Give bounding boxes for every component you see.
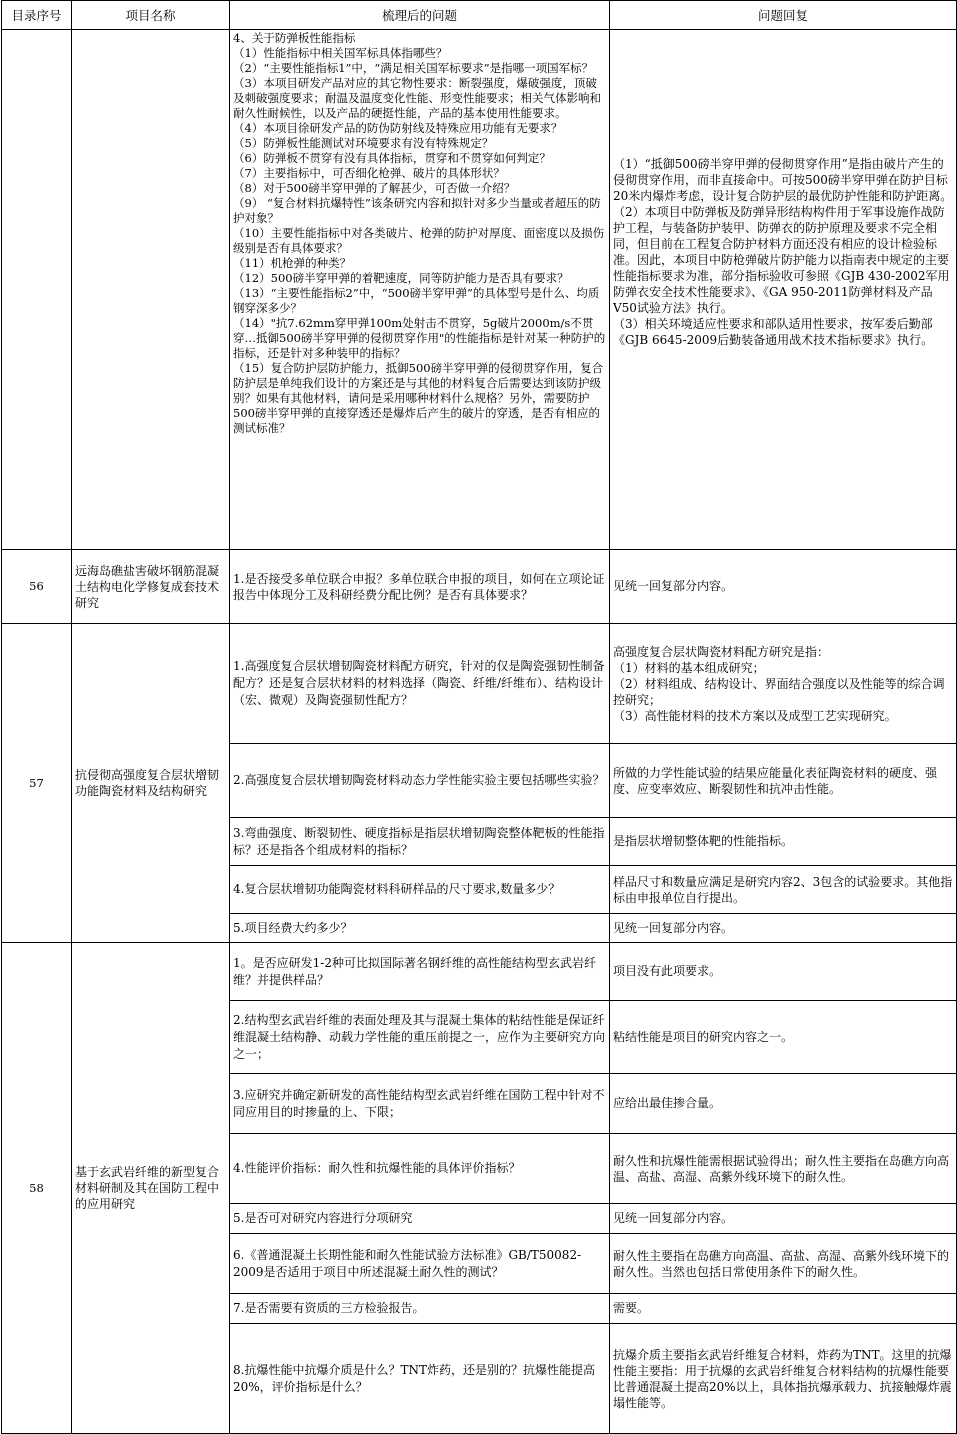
continuation-answer-list bbox=[613, 156, 953, 348]
question-line: （14）"抗7.62mm穿甲弹100m处射击不贯穿，5g破片2000m/s不贯穿…抵御500磅半穿甲弹的侵彻贯穿作用"的性能指标是针对某一种防护的指标，还是针对多种装甲的指标？ bbox=[233, 316, 606, 360]
question-line: （13）“主要性能指标2”中，“500磅半穿甲弹”的具体型号是什么、均质钢穿深多少？ bbox=[233, 286, 600, 315]
question-line: （1）性能指标中相关国军标具体指哪些？ bbox=[233, 46, 448, 60]
answer-cell: 见统一回复部分内容。 bbox=[610, 1204, 957, 1234]
answer-cell: 应给出最佳掺合量。 bbox=[610, 1074, 957, 1134]
question-line: （7）主要指标中，可否细化枪弹、破片的具体形状？ bbox=[233, 166, 505, 180]
answer-cell: 见统一回复部分内容。 bbox=[610, 914, 957, 943]
project-name: 抗侵彻高强度复合层状增韧功能陶瓷材料及结构研究 bbox=[72, 624, 230, 943]
header-question: 梳理后的问题 bbox=[230, 1, 610, 30]
question-line: 4、关于防弹板性能指标 bbox=[233, 31, 356, 45]
answer-line: （1）材料的基本组成研究； bbox=[613, 660, 765, 675]
question-line: （9） “复合材料抗爆特性”该条研究内容和拟针对多少当量或者超压的防护对象？ bbox=[233, 196, 601, 225]
header-row bbox=[2, 1, 957, 30]
continuation-name bbox=[72, 30, 230, 550]
continuation-num bbox=[2, 30, 72, 550]
continuation-answers bbox=[610, 30, 957, 550]
table-row-57 bbox=[2, 624, 957, 744]
answer-line: （2）材料组成、结构设计、界面结合强度以及性能等的综合调控研究； bbox=[613, 676, 945, 707]
question-cell: 1.高强度复合层状增韧陶瓷材料配方研究，针对的仅是陶瓷强韧性制备配方？还是复合层状材料的材料选择（陶瓷、纤维/纤维布）、结构设计（宏、微观）及陶瓷强韧性配方？ bbox=[230, 624, 610, 744]
question-cell: 1。是否应研发1-2种可比拟国际著名钢纤维的高性能结构型玄武岩纤维？并提供样品？ bbox=[230, 943, 610, 1001]
continuation-questions bbox=[230, 30, 610, 550]
table-row-56 bbox=[2, 550, 957, 624]
question-cell: 5.项目经费大约多少？ bbox=[230, 914, 610, 943]
question-cell: 4.复合层状增韧功能陶瓷材料科研样品的尺寸要求,数量多少？ bbox=[230, 866, 610, 914]
table-row-58 bbox=[2, 943, 957, 1001]
question-cell: 6.《普通混凝土长期性能和耐久性能试验方法标准》GB/T50082-2009是否适用于项目中所述混凝土耐久性的测试？ bbox=[230, 1234, 610, 1294]
question-line: （10）主要性能指标中对各类破片、枪弹的防护对厚度、面密度以及损伤级别是否有具体要求？ bbox=[233, 226, 605, 255]
project-name: 远海岛礁盐害破坏钢筋混凝土结构电化学修复成套技术研究 bbox=[72, 550, 230, 624]
continuation-question-list bbox=[233, 31, 606, 436]
qa-table bbox=[1, 0, 957, 1434]
project-name: 基于玄武岩纤维的新型复合材料研制及其在国防工程中的应用研究 bbox=[72, 943, 230, 1434]
question-line: （4）本项目徐研发产品的防伪防射线及特殊应用功能有无要求？ bbox=[233, 121, 563, 135]
answer-cell: 见统一回复部分内容。 bbox=[610, 550, 957, 624]
row-number: 56 bbox=[2, 550, 72, 624]
answer-cell: 耐久性主要指在岛礁方向高温、高盐、高湿、高紫外线环境下的耐久性。当然也包括日常使用条件下的耐久性。 bbox=[610, 1234, 957, 1294]
row-number: 58 bbox=[2, 943, 72, 1434]
question-line: （2）“主要性能指标1”中，“满足相关国军标要求”是指哪一项国军标？ bbox=[233, 61, 594, 75]
header-answer: 问题回复 bbox=[610, 1, 957, 30]
question-line: （8）对于500磅半穿甲弹的了解甚少，可否做一介绍？ bbox=[233, 181, 516, 195]
answer-line: （1）“抵御500磅半穿甲弹的侵彻贯穿作用”是指由破片产生的侵彻贯穿作用，而非直接命中。可按500磅半穿甲弹在防护目标20米内爆炸考虑，设计复合防护层的最优防护性能和防护距离。 bbox=[613, 157, 953, 203]
answer-cell: 所做的力学性能试验的结果应能量化表征陶瓷材料的硬度、强度、应变率效应、断裂韧性和抗冲击性能。 bbox=[610, 744, 957, 818]
answer-line: （3）高性能材料的技术方案以及成型工艺实现研究。 bbox=[613, 708, 897, 723]
question-line: （12）500磅半穿甲弹的着靶速度，同等防护能力是否具有要求？ bbox=[233, 271, 569, 285]
question-cell: 3.应研究并确定新研发的高性能结构型玄武岩纤维在国防工程中针对不同应用目的时掺量的上、下限； bbox=[230, 1074, 610, 1134]
question-cell: 2.结构型玄武岩纤维的表面处理及其与混凝土集体的粘结性能是保证纤维混凝土结构静、动载力学性能的重压前提之一，应作为主要研究方向之一； bbox=[230, 1001, 610, 1074]
answer-cell bbox=[610, 624, 957, 744]
question-line: （15）复合防护层防护能力，抵御500磅半穿甲弹的侵彻贯穿作用，复合防护层是单纯我们设计的方案还是与其他的材料复合后需要达到该防护级别？如果有其他材料，请问是采用哪种材料什么规格？另外，需要防护500磅半穿甲弹的直接穿透还是爆炸后产生的破片的穿透，是否有相应的测试标准？ bbox=[233, 361, 604, 435]
header-name: 项目名称 bbox=[72, 1, 230, 30]
answer-cell: 耐久性和抗爆性能需根据试验得出；耐久性主要指在岛礁方向高温、高盐、高湿、高紫外线环境下的耐久性。 bbox=[610, 1134, 957, 1204]
question-line: （11）机枪弹的种类？ bbox=[233, 256, 352, 270]
answer-cell: 需要。 bbox=[610, 1294, 957, 1324]
question-cell: 1.是否接受多单位联合申报？多单位联合申报的项目，如何在立项论证报告中体现分工及科研经费分配比例？是否有具体要求？ bbox=[230, 550, 610, 624]
question-cell: 2.高强度复合层状增韧陶瓷材料动态力学性能实验主要包括哪些实验？ bbox=[230, 744, 610, 818]
answer-cell: 抗爆介质主要指玄武岩纤维复合材料，炸药为TNT。这里的抗爆性能主要指：用于抗爆的玄武岩纤维复合材料结构的抗爆性能要比普通混凝土提高20%以上，具体指抗爆承载力、抗接触爆炸震塌性能等。 bbox=[610, 1324, 957, 1434]
answer-line: 高强度复合层状陶瓷材料配方研究是指： bbox=[613, 644, 830, 659]
answer-cell: 粘结性能是项目的研究内容之一。 bbox=[610, 1001, 957, 1074]
question-cell: 3.弯曲强度、断裂韧性、硬度指标是指层状增韧陶瓷整体靶板的性能指标？还是指各个组成材料的指标？ bbox=[230, 818, 610, 866]
row-number: 57 bbox=[2, 624, 72, 943]
table-row-continuation bbox=[2, 30, 957, 550]
answer-cell: 项目没有此项要求。 bbox=[610, 943, 957, 1001]
question-cell: 8.抗爆性能中抗爆介质是什么？TNT炸药，还是别的？抗爆性能提高20%，评价指标是什么？ bbox=[230, 1324, 610, 1434]
answer-cell: 是指层状增韧整体靶的性能指标。 bbox=[610, 818, 957, 866]
question-line: （6）防弹板不贯穿有没有具体指标，贯穿和不贯穿如何判定？ bbox=[233, 151, 551, 165]
header-num: 目录序号 bbox=[2, 1, 72, 30]
question-cell: 5.是否可对研究内容进行分项研究 bbox=[230, 1204, 610, 1234]
question-cell: 7.是否需要有资质的三方检验报告。 bbox=[230, 1294, 610, 1324]
answer-line: （3）相关环境适应性要求和部队适用性要求，按军委后勤部《GJB 6645-2009后勤装备通用战术技术指标要求》执行。 bbox=[613, 317, 934, 347]
answer-cell: 样品尺寸和数量应满足是研究内容2、3包含的试验要求。其他指标由申报单位自行提出。 bbox=[610, 866, 957, 914]
question-cell: 4.性能评价指标：耐久性和抗爆性能的具体评价指标？ bbox=[230, 1134, 610, 1204]
question-line: （3）本项目研发产品对应的其它物性要求：断裂强度，爆破强度，顶破及刺破强度要求；耐温及温度变化性能、形变性能要求；相关气体影响和耐久性耐候性，以及产品的硬挺性能，产品的基本使用性能要求。 bbox=[233, 76, 601, 120]
question-line: （5）防弹板性能测试对环境要求有没有特殊规定？ bbox=[233, 136, 494, 150]
answer-line: （2）本项目中防弹板及防弹异形结构构件用于军事设施作战防护工程，与装备防护装甲、防弹衣的防护原理及要求不完全相同，但目前在工程复合防护材料方面还没有相应的设计检验标准。因此，本项目中防枪弹破片防护能力以指南表中规定的主要性能指标要求为准，部分指标验收可参照《GJB 430-2002军用防弹衣安全技术性能要求》、《GA 950-2011防弹材料及产品V50试验方法》执行。 bbox=[613, 205, 950, 315]
